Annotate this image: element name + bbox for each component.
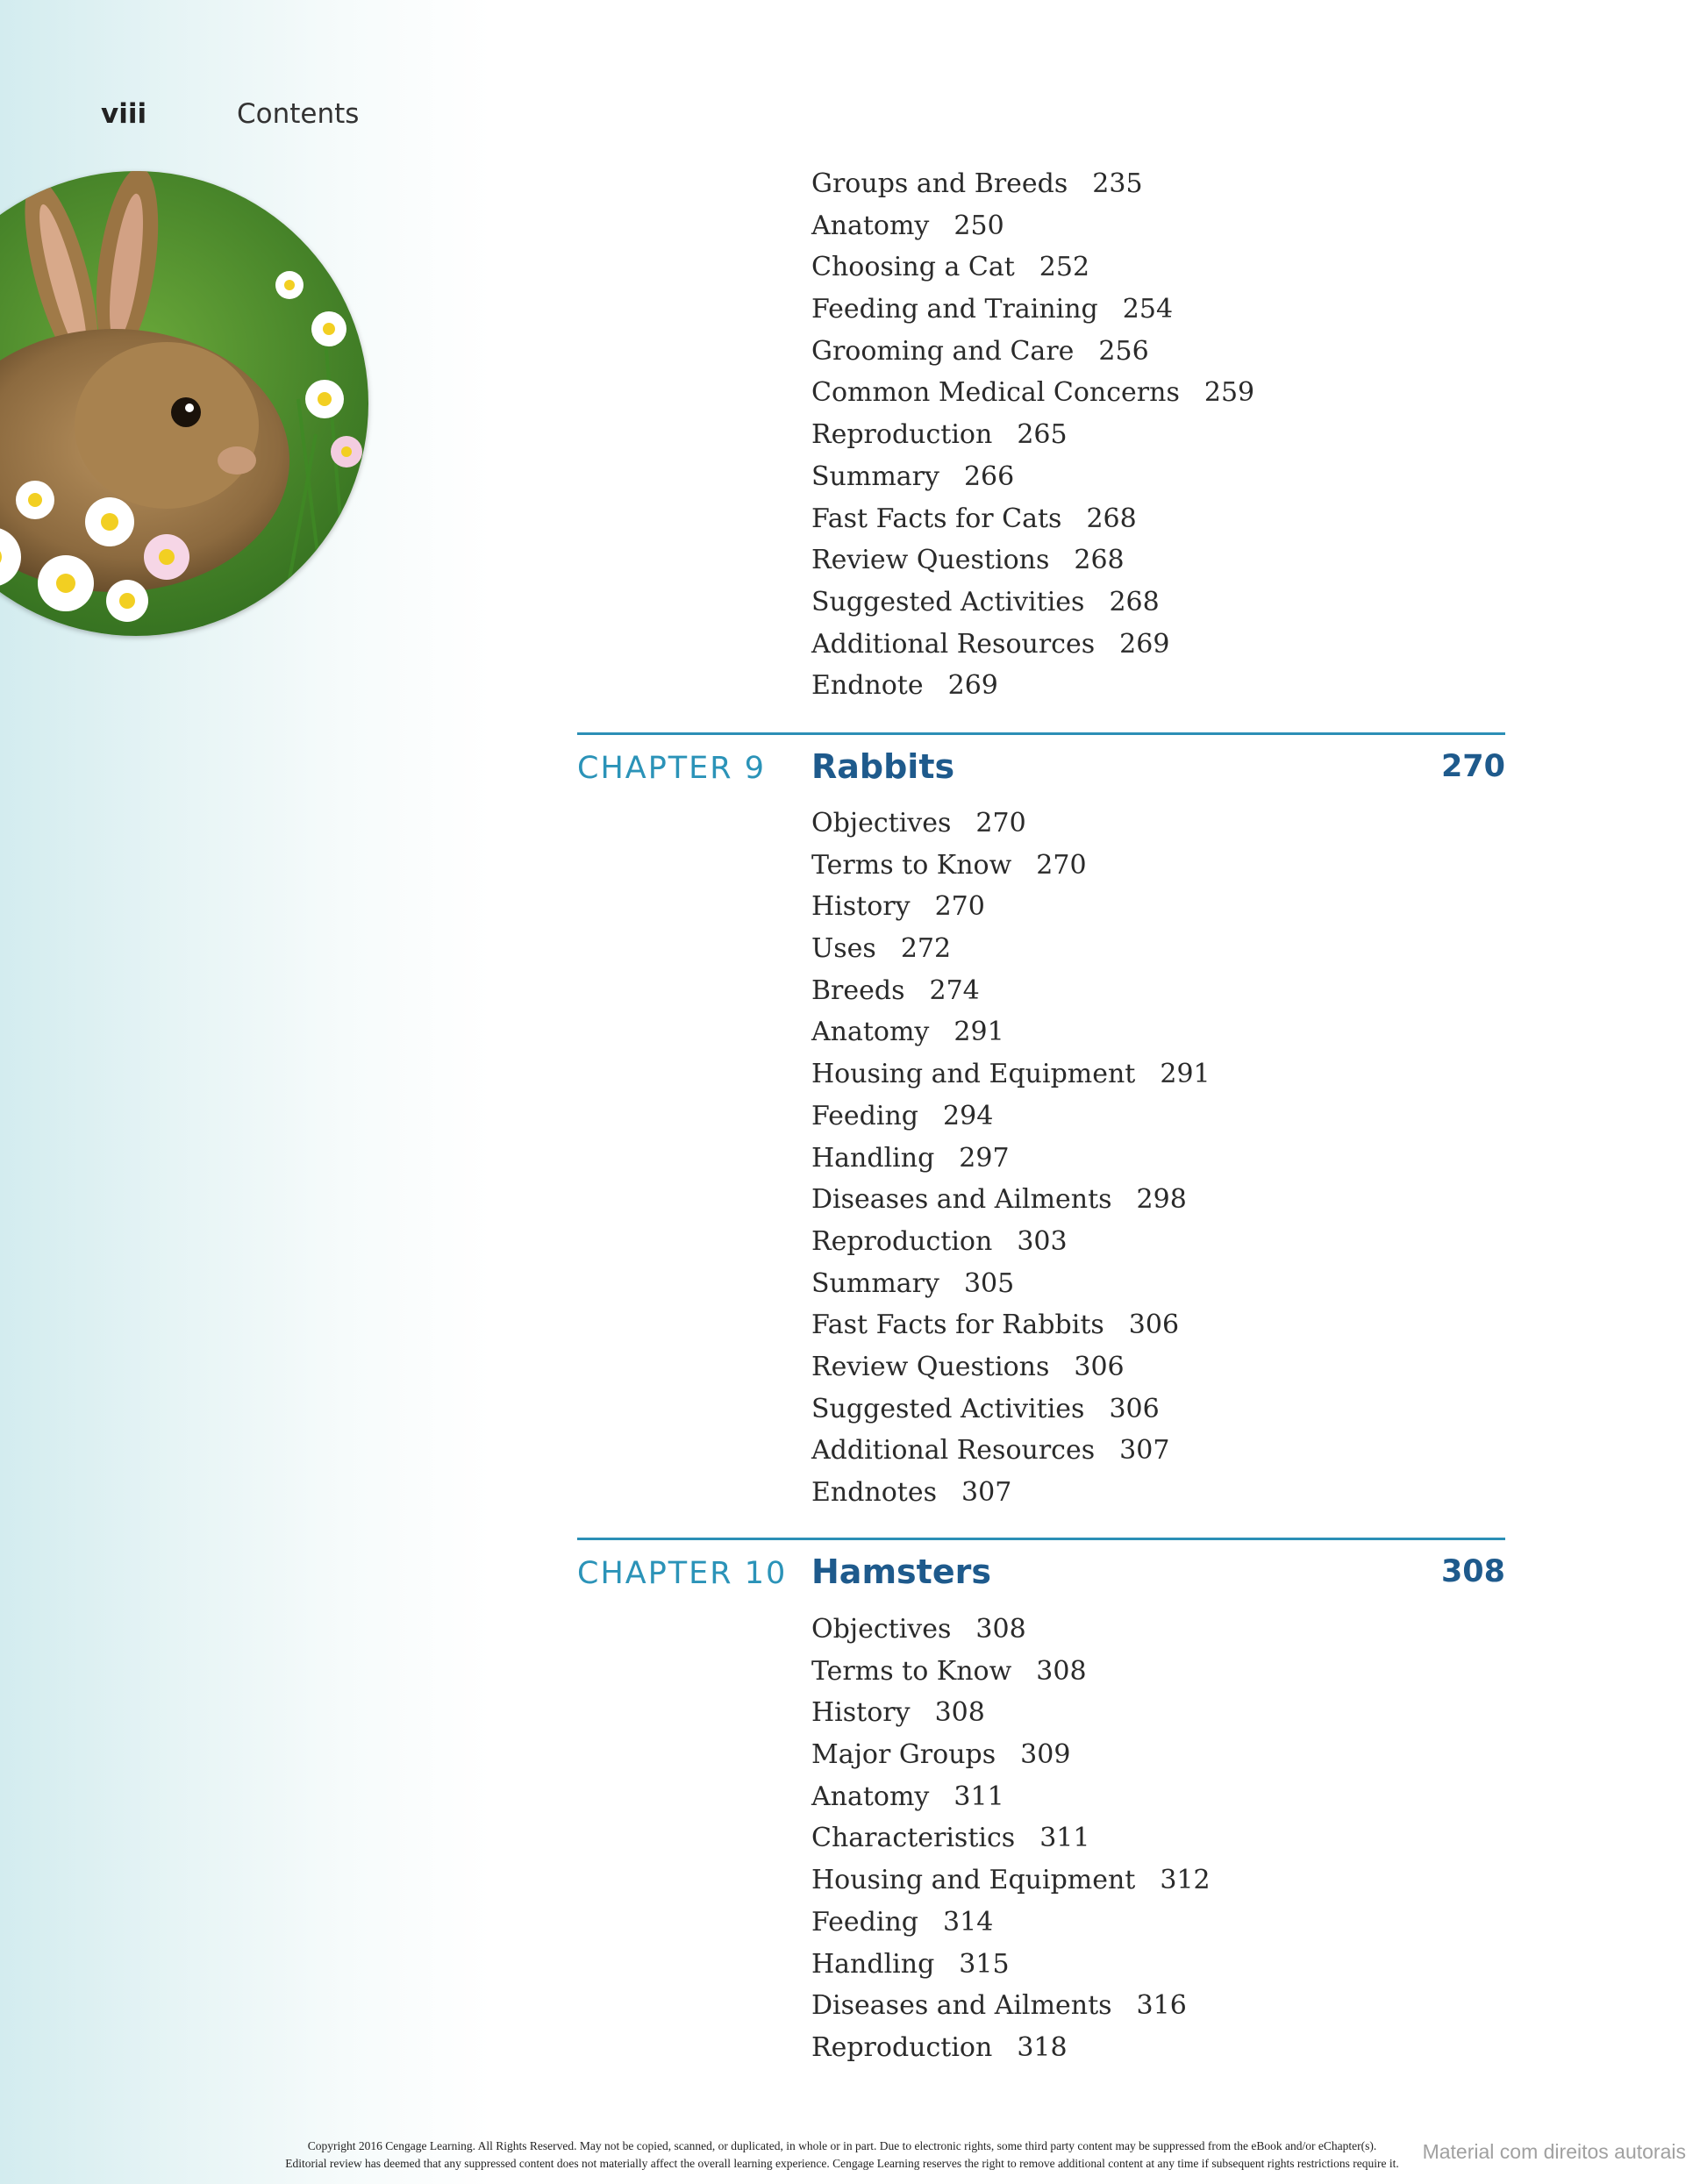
toc-entry-page: 314 <box>943 1906 994 1938</box>
chapter-title: Rabbits <box>811 747 955 786</box>
toc-entry-page: 291 <box>1160 1059 1211 1090</box>
toc-entry-title: Objectives <box>811 1614 952 1645</box>
toc-chapter-9-entries <box>811 803 1211 1514</box>
toc-entry <box>811 845 1211 887</box>
toc-entry-page: 307 <box>1119 1435 1170 1467</box>
toc-entry-title: Major Groups <box>811 1739 996 1771</box>
toc-entry <box>811 1651 1211 1693</box>
toc-entry-title: Summary <box>811 1267 939 1299</box>
toc-entry-title: Anatomy <box>811 1781 930 1812</box>
toc-entry <box>811 1179 1211 1221</box>
toc-entry-page: 306 <box>1074 1351 1125 1382</box>
toc-chapter-10-entries <box>811 1609 1211 2069</box>
copyright-line-1: Copyright 2016 Cengage Learning. All Rights Reserved. May not be copied, scanned, or duplicated, in whole or in part. Due to electronic rights, some third party content may be suppressed from the eBook and/or eChapter(s). <box>307 2139 1377 2152</box>
chapter-heading-hamsters <box>577 1538 1505 1602</box>
toc-entry-page: 266 <box>963 460 1015 492</box>
toc-entry <box>811 1692 1211 1734</box>
toc-entry-title: History <box>811 891 911 923</box>
toc-entry-page: 306 <box>1109 1393 1160 1424</box>
toc-entry-page: 294 <box>943 1100 994 1131</box>
toc-entry-title: Suggested Activities <box>811 586 1085 617</box>
toc-entry-title: Choosing a Cat <box>811 252 1015 283</box>
toc-entry <box>811 970 1211 1012</box>
toc-entry-page: 256 <box>1098 335 1149 367</box>
toc-entry <box>811 1430 1211 1472</box>
toc-entry <box>811 1734 1211 1776</box>
toc-entry-page: 268 <box>1109 586 1160 617</box>
toc-entry-title: Terms to Know <box>811 849 1012 881</box>
toc-entry-title: Reproduction <box>811 419 993 451</box>
copyright-line-2: Editorial review has deemed that any suppressed content does not materially affect the overall learning experience. Cengage Learning reserves the right to remove additional content at any time if subsequent rights restrictions require it. <box>285 2157 1399 2170</box>
toc-entry-title: Diseases and Ailments <box>811 1184 1112 1216</box>
toc-entry-title: History <box>811 1697 911 1729</box>
toc-entry <box>811 1859 1211 1902</box>
toc-entry <box>811 803 1211 845</box>
toc-entry-title: Endnotes <box>811 1477 938 1508</box>
toc-entry <box>811 1776 1211 1818</box>
toc-entry-page: 270 <box>975 808 1026 839</box>
toc-entry-page: 259 <box>1203 377 1255 409</box>
toc-entry-page: 272 <box>900 933 952 965</box>
toc-entry <box>811 539 1254 582</box>
toc-entry-page: 274 <box>929 974 980 1006</box>
toc-entry-title: Handling <box>811 1142 935 1174</box>
toc-entry <box>811 1221 1211 1263</box>
toc-entry-page: 235 <box>1092 168 1143 199</box>
toc-entry-page: 270 <box>934 891 985 923</box>
toc-entry-page: 305 <box>963 1267 1015 1299</box>
watermark: Material com direitos autorais <box>1422 2140 1686 2163</box>
chapter-title: Hamsters <box>811 1552 991 1591</box>
toc-entry-title: Terms to Know <box>811 1655 1012 1687</box>
toc-entry <box>811 928 1211 970</box>
toc-entry-page: 250 <box>953 210 1004 241</box>
toc-entry <box>811 1304 1211 1346</box>
toc-entry <box>811 582 1254 624</box>
toc-entry-page: 307 <box>961 1477 1012 1508</box>
toc-entry-title: Objectives <box>811 808 952 839</box>
toc-entry <box>811 665 1254 707</box>
toc-entry-title: Anatomy <box>811 210 930 241</box>
toc-entry-page: 308 <box>1036 1655 1087 1687</box>
toc-entry-page: 303 <box>1017 1225 1068 1257</box>
toc-entry-title: Anatomy <box>811 1017 930 1048</box>
toc-entry <box>811 372 1254 414</box>
toc-entry-page: 291 <box>953 1017 1004 1048</box>
toc-entry <box>811 1902 1211 1944</box>
section-name: Contents <box>237 98 360 130</box>
toc-entry-title: Diseases and Ailments <box>811 1990 1112 2022</box>
toc-entry-page: 318 <box>1017 2031 1068 2063</box>
toc-entry <box>811 289 1254 331</box>
toc-entry <box>811 2027 1211 2069</box>
toc-entry-title: Summary <box>811 460 939 492</box>
toc-entry-page: 269 <box>947 670 998 702</box>
chapter-label: CHAPTER 9 <box>577 751 767 786</box>
toc-entry-page: 269 <box>1119 628 1170 660</box>
toc-entry <box>811 624 1254 666</box>
toc-entry <box>811 1817 1211 1859</box>
toc-entry-page: 311 <box>953 1781 1004 1812</box>
toc-entry <box>811 1346 1211 1388</box>
toc-entry <box>811 1985 1211 2027</box>
toc-entry-title: Breeds <box>811 974 905 1006</box>
toc-entry-page: 268 <box>1086 503 1137 534</box>
toc-entry <box>811 1388 1211 1431</box>
toc-entry-title: Review Questions <box>811 545 1050 576</box>
toc-entry-title: Common Medical Concerns <box>811 377 1180 409</box>
toc-entry-title: Housing and Equipment <box>811 1865 1136 1896</box>
toc-entry-title: Handling <box>811 1948 935 1980</box>
chapter-page: 270 <box>1440 749 1505 784</box>
toc-entry-title: Feeding and Training <box>811 294 1098 325</box>
toc-entry-page: 252 <box>1039 252 1090 283</box>
toc-entry-title: Additional Resources <box>811 1435 1096 1467</box>
toc-entry <box>811 1011 1211 1053</box>
toc-entry-title: Feeding <box>811 1100 919 1131</box>
toc-entry-page: 254 <box>1122 294 1174 325</box>
toc-entry <box>811 1263 1211 1305</box>
toc-entry-title: Feeding <box>811 1906 919 1938</box>
toc-entry-page: 308 <box>975 1614 1026 1645</box>
toc-entry-page: 298 <box>1136 1184 1187 1216</box>
toc-entry-page: 268 <box>1074 545 1125 576</box>
chapter-heading-rabbits <box>577 732 1505 796</box>
toc-entry <box>811 1096 1211 1138</box>
toc-entry <box>811 1053 1211 1096</box>
toc-entry-title: Grooming and Care <box>811 335 1075 367</box>
toc-entry-title: Fast Facts for Rabbits <box>811 1310 1104 1341</box>
toc-entry-page: 306 <box>1128 1310 1180 1341</box>
toc-entry-page: 308 <box>934 1697 985 1729</box>
copyright-footer <box>158 2138 1526 2173</box>
toc-entry-title: Reproduction <box>811 1225 993 1257</box>
toc-entry <box>811 1472 1211 1514</box>
toc-entry <box>811 886 1211 928</box>
toc-entry-title: Suggested Activities <box>811 1393 1085 1424</box>
toc-entry-page: 312 <box>1160 1865 1211 1896</box>
toc-continued-entries <box>811 163 1254 707</box>
toc-entry <box>811 163 1254 205</box>
toc-entry-page: 297 <box>959 1142 1010 1174</box>
toc-entry-page: 270 <box>1036 849 1087 881</box>
toc-entry-page: 315 <box>959 1948 1010 1980</box>
toc-entry <box>811 456 1254 498</box>
toc-entry <box>811 205 1254 247</box>
toc-entry-title: Housing and Equipment <box>811 1059 1136 1090</box>
toc-entry-page: 265 <box>1017 419 1068 451</box>
toc-entry <box>811 498 1254 540</box>
toc-entry-page: 309 <box>1020 1739 1071 1771</box>
toc-entry <box>811 414 1254 456</box>
running-head <box>101 96 359 132</box>
page-number: viii <box>101 98 147 130</box>
toc-entry-title: Groups and Breeds <box>811 168 1068 199</box>
toc-entry-title: Characteristics <box>811 1823 1016 1854</box>
toc-entry-title: Review Questions <box>811 1351 1050 1382</box>
toc-entry-title: Reproduction <box>811 2031 993 2063</box>
toc-entry <box>811 246 1254 289</box>
toc-entry-title: Fast Facts for Cats <box>811 503 1062 534</box>
toc-entry-title: Uses <box>811 933 876 965</box>
toc-entry <box>811 1944 1211 1986</box>
toc-entry <box>811 1138 1211 1180</box>
toc-entry-page: 316 <box>1136 1990 1187 2022</box>
toc-entry <box>811 331 1254 373</box>
chapter-page: 308 <box>1440 1554 1505 1589</box>
toc-entry-page: 311 <box>1039 1823 1090 1854</box>
toc-entry <box>811 1609 1211 1651</box>
toc-entry-title: Additional Resources <box>811 628 1096 660</box>
toc-entry-title: Endnote <box>811 670 924 702</box>
chapter-label: CHAPTER 10 <box>577 1556 788 1591</box>
